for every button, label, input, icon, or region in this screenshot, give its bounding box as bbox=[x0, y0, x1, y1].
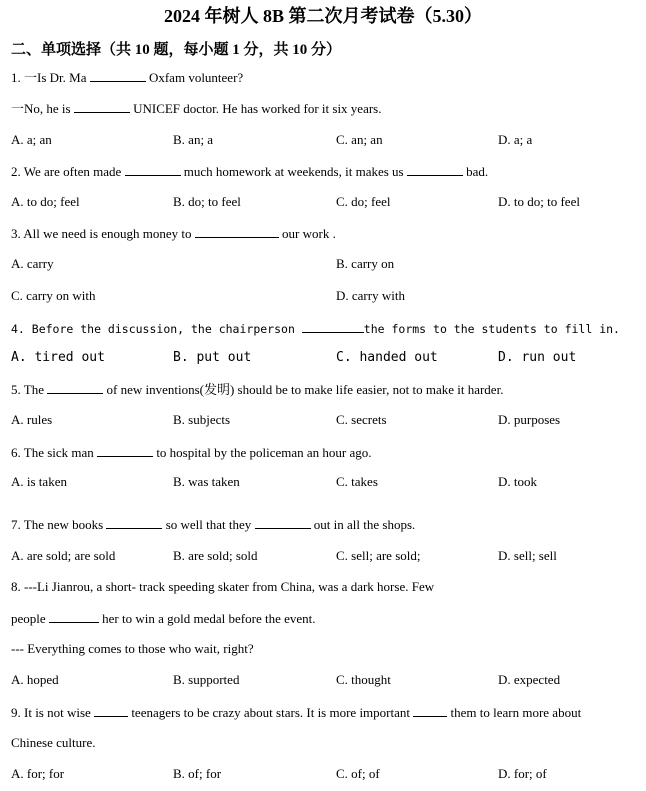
option-a[interactable]: A. a; an bbox=[11, 132, 52, 147]
question-1-line-2 bbox=[11, 100, 382, 117]
answer-blank bbox=[94, 704, 128, 717]
answer-blank bbox=[125, 163, 181, 176]
question-text: of new inventions(发明) should be to make life easier, not to make it harder. bbox=[103, 382, 504, 397]
option-d[interactable]: D. run out bbox=[498, 350, 577, 365]
question-text: 7. The new books bbox=[11, 517, 107, 532]
question-text: people bbox=[11, 611, 49, 626]
option-c[interactable]: C. secrets bbox=[336, 412, 387, 427]
option-b[interactable]: B. subjects bbox=[173, 412, 231, 427]
question-text: 2. We are often made bbox=[11, 164, 125, 179]
question-text: so well that they bbox=[162, 517, 255, 532]
option-c[interactable]: C. takes bbox=[336, 474, 378, 489]
answer-blank bbox=[49, 610, 99, 623]
question-text: Oxfam volunteer? bbox=[145, 70, 244, 85]
option-c[interactable]: C. thought bbox=[336, 672, 391, 687]
question-6 bbox=[11, 444, 372, 461]
option-a[interactable]: A. carry bbox=[11, 256, 54, 271]
answer-blank bbox=[97, 444, 153, 457]
question-text: 4. Before the discussion, the chairperson bbox=[11, 322, 302, 336]
option-b[interactable]: B. of; for bbox=[173, 766, 222, 781]
option-c[interactable]: C. do; feel bbox=[336, 194, 391, 209]
question-9-line-1 bbox=[11, 704, 581, 721]
option-b[interactable]: B. carry on bbox=[336, 256, 395, 271]
option-d[interactable]: D. sell; sell bbox=[498, 548, 557, 563]
question-text: 9. It is not wise bbox=[11, 705, 95, 720]
question-text: bad. bbox=[462, 164, 489, 179]
answer-blank bbox=[413, 704, 447, 717]
option-c[interactable]: C. of; of bbox=[336, 766, 380, 781]
section-heading: 二、单项选择（共 10 题，每小题 1 分，共 10 分） bbox=[11, 42, 342, 58]
option-d[interactable]: D. purposes bbox=[498, 412, 561, 427]
answer-blank bbox=[47, 381, 103, 394]
question-text: them to learn more about bbox=[447, 705, 582, 720]
question-text: 一No, he is bbox=[11, 101, 74, 116]
question-text: our work . bbox=[278, 226, 336, 241]
question-9-line-2: Chinese culture. bbox=[11, 735, 96, 750]
option-d[interactable]: D. took bbox=[498, 474, 537, 489]
option-c[interactable]: C. carry on with bbox=[11, 288, 96, 303]
answer-blank bbox=[90, 69, 146, 82]
option-b[interactable]: B. supported bbox=[173, 672, 240, 687]
option-a[interactable]: A. rules bbox=[11, 412, 53, 427]
question-8-line-2 bbox=[11, 610, 316, 627]
question-text: to hospital by the policeman an hour ago. bbox=[153, 445, 372, 460]
option-a[interactable]: A. to do; feel bbox=[11, 194, 80, 209]
option-d[interactable]: D. to do; to feel bbox=[498, 194, 580, 209]
question-text: her to win a gold medal before the event. bbox=[98, 611, 316, 626]
option-d[interactable]: D. expected bbox=[498, 672, 561, 687]
question-text: much homework at weekends, it makes us bbox=[180, 164, 407, 179]
question-8-line-3: --- Everything comes to those who wait, right? bbox=[11, 641, 254, 656]
option-d[interactable]: D. a; a bbox=[498, 132, 533, 147]
question-text: the forms to the students to fill in. bbox=[363, 322, 620, 336]
question-text: 6. The sick man bbox=[11, 445, 98, 460]
question-text: UNICEF doctor. He has worked for it six years. bbox=[129, 101, 382, 116]
question-2 bbox=[11, 163, 488, 180]
option-b[interactable]: B. do; to feel bbox=[173, 194, 241, 209]
question-text: 1. 一Is Dr. Ma bbox=[11, 70, 90, 85]
question-7 bbox=[11, 516, 415, 533]
question-3 bbox=[11, 225, 336, 242]
option-a[interactable]: A. are sold; are sold bbox=[11, 548, 116, 563]
option-a[interactable]: A. hoped bbox=[11, 672, 59, 687]
option-d[interactable]: D. carry with bbox=[336, 288, 405, 303]
question-1-line-1 bbox=[11, 69, 243, 86]
option-b[interactable]: B. put out bbox=[173, 350, 252, 365]
answer-blank bbox=[255, 516, 311, 529]
option-c[interactable]: C. handed out bbox=[336, 350, 438, 365]
answer-blank bbox=[302, 320, 364, 333]
question-text: out in all the shops. bbox=[310, 517, 416, 532]
option-a[interactable]: A. tired out bbox=[11, 350, 105, 365]
question-text: 5. The bbox=[11, 382, 48, 397]
option-b[interactable]: B. an; a bbox=[173, 132, 214, 147]
option-b[interactable]: B. are sold; sold bbox=[173, 548, 258, 563]
question-8-line-1: 8. ---Li Jianrou, a short- track speeding skater from China, was a dark horse. Few bbox=[11, 579, 435, 594]
answer-blank bbox=[74, 100, 130, 113]
option-c[interactable]: C. an; an bbox=[336, 132, 383, 147]
question-text: 3. All we need is enough money to bbox=[11, 226, 195, 241]
question-5 bbox=[11, 381, 503, 398]
answer-blank bbox=[407, 163, 463, 176]
option-b[interactable]: B. was taken bbox=[173, 474, 240, 489]
option-c[interactable]: C. sell; are sold; bbox=[336, 548, 421, 563]
option-a[interactable]: A. for; for bbox=[11, 766, 65, 781]
page-title: 2024 年树人 8B 第二次月考试卷（5.30） bbox=[163, 6, 482, 26]
option-a[interactable]: A. is taken bbox=[11, 474, 67, 489]
question-4 bbox=[11, 320, 620, 337]
answer-blank bbox=[106, 516, 162, 529]
question-text: teenagers to be crazy about stars. It is more important bbox=[128, 705, 414, 720]
answer-blank bbox=[195, 225, 279, 238]
option-d[interactable]: D. for; of bbox=[498, 766, 547, 781]
